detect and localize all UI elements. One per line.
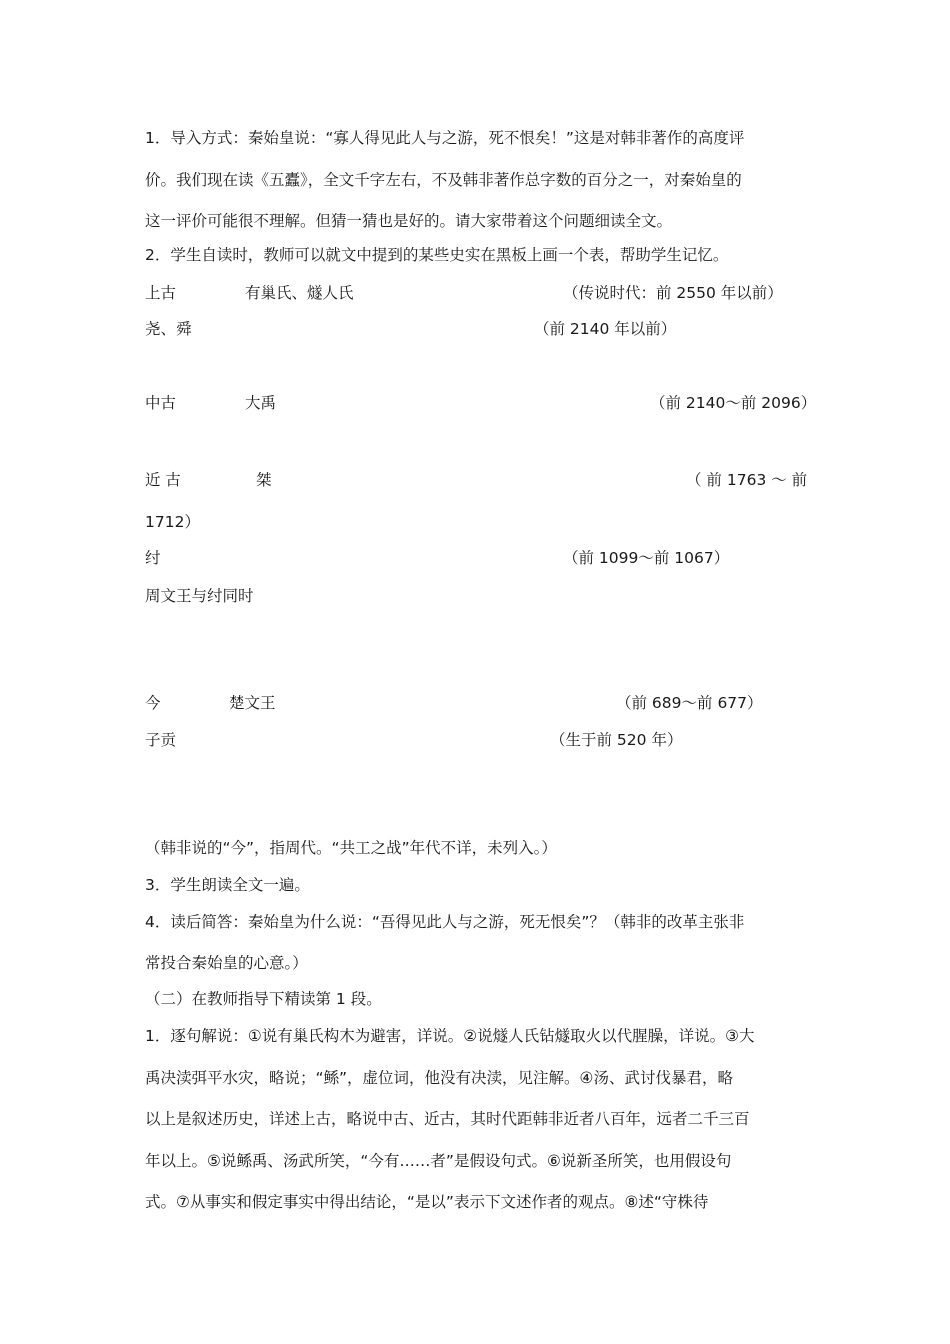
timeline-date: （传说时代：前 2550 年以前） <box>563 284 783 302</box>
timeline-date: （前 689～前 677） <box>616 694 763 712</box>
timeline-name: 大禹 <box>245 394 277 412</box>
paragraph-line: 4．读后简答：秦始皇为什么说：“吾得见此人与之游，死无恨矣”？（韩非的改革主张非 <box>145 913 745 931</box>
paragraph-line: 1．导入方式：秦始皇说：“寡人得见此人与之游，死不恨矣！”这是对韩非著作的高度评 <box>145 129 745 147</box>
paragraph-line: 常投合秦始皇的心意。） <box>145 954 308 972</box>
timeline-name: 周文王与纣同时 <box>145 587 254 605</box>
timeline-name: 尧、舜 <box>145 320 192 338</box>
timeline-name: 纣 <box>145 549 161 567</box>
paragraph-line: 年以上。⑤说鲧禹、汤武所笑，“今有……者”是假设句式。⑥说新圣所笑，也用假设句 <box>145 1152 732 1170</box>
timeline-date: （前 2140 年以前） <box>534 320 677 338</box>
timeline-name: 子贡 <box>145 731 177 749</box>
paragraph-line: 以上是叙述历史，详述上古，略说中古、近古，其时代距韩非近者八百年，远者二千三百 <box>145 1110 750 1128</box>
timeline-era: 中古 <box>145 394 177 412</box>
timeline-date: （前 1099～前 1067） <box>563 549 730 567</box>
timeline-date: （ 前 1763 ～ 前 <box>686 471 808 489</box>
paragraph-line: 价。我们现在读《五蠹》，全文千字左右，不及韩非著作总字数的百分之一，对秦始皇的 <box>145 171 742 189</box>
paragraph-line: 3．学生朗读全文一遍。 <box>145 876 310 894</box>
timeline-name: 楚文王 <box>229 694 276 712</box>
timeline-era: 近 古 <box>145 471 181 489</box>
section-heading: （二）在教师指导下精读第 1 段。 <box>145 990 382 1008</box>
timeline-date: （前 2140～前 2096） <box>650 394 817 412</box>
paragraph-line: 2．学生自读时，教师可以就文中提到的某些史实在黑板上画一个表，帮助学生记忆。 <box>145 246 729 264</box>
timeline-date-continued: 1712） <box>145 513 200 531</box>
timeline-date: （生于前 520 年） <box>550 731 683 749</box>
timeline-name: 桀 <box>256 471 272 489</box>
note-line: （韩非说的“今”，指周代。“共工之战”年代不详，未列入。） <box>145 839 557 857</box>
paragraph-line: 禹决渎弭平水灾，略说；“鲧”，虚位词，他没有决渎，见注解。④汤、武讨伐暴君，略 <box>145 1069 733 1087</box>
paragraph-line: 1．逐句解说：①说有巢氏构木为避害，详说。②说燧人氏钻燧取火以代腥臊，详说。③大 <box>145 1027 755 1045</box>
timeline-name: 有巢氏、燧人氏 <box>245 284 354 302</box>
paragraph-line: 这一评价可能很不理解。但猜一猜也是好的。请大家带着这个问题细读全文。 <box>145 212 673 230</box>
timeline-era: 今 <box>145 694 161 712</box>
paragraph-line: 式。⑦从事实和假定事实中得出结论，“是以”表示下文述作者的观点。⑧述“守株待 <box>145 1193 709 1211</box>
timeline-era: 上古 <box>145 284 177 302</box>
